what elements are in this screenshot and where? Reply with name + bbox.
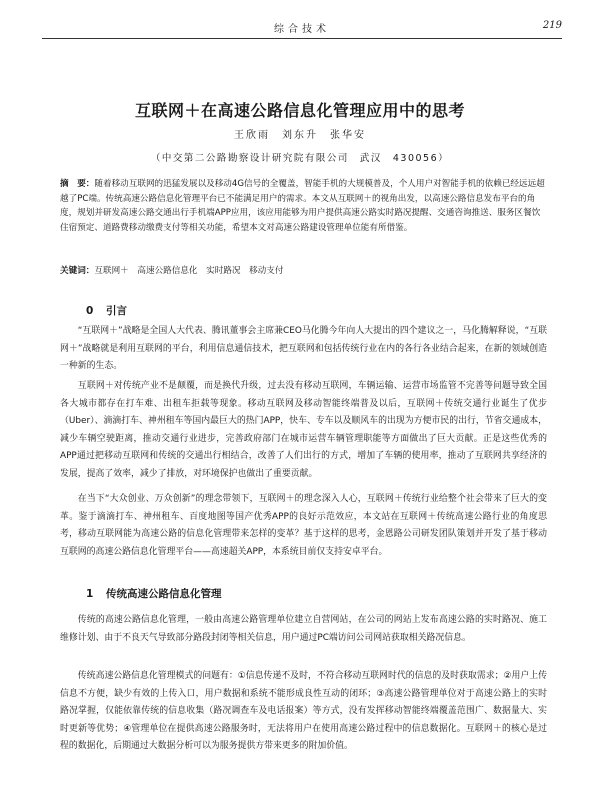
abstract bbox=[60, 177, 545, 235]
section-title: 传统高速公路信息化管理 bbox=[106, 588, 222, 600]
section-title: 引言 bbox=[106, 305, 127, 317]
article-authors: 王欣雨 刘东升 张华安 bbox=[234, 130, 366, 141]
keywords bbox=[60, 264, 545, 279]
section-heading-intro bbox=[86, 303, 127, 318]
section-number: 1 bbox=[86, 588, 94, 600]
header-section-name: 综合技术 bbox=[274, 24, 330, 35]
paragraph: 在当下“大众创业、万众创新”的理念带领下，互联网＋的理念深入人心，互联网＋传统行业给整个社会带来了巨大的变革。鉴于滴滴打车、神州租车、百度地图等国产优秀APP的良好示范效应，本文站在互联网＋传统高速公路行业的角度思考，移动互联网能为高速公路的信息化管理带来怎样的变革？基于这样的思考，金恩路公司研发团队策划并开发了基于移动互联网的高速公路信息化管理平台——高速超关APP，本系统目前仅支持安卓平台。 bbox=[60, 494, 547, 557]
keywords-text: 互联网＋ 高速公路信息化 实时路况 移动支付 bbox=[94, 266, 284, 276]
section-number: 0 bbox=[86, 305, 94, 317]
keywords-label: 关键词： bbox=[60, 266, 95, 276]
article-title: 互联网＋在高速公路信息化管理应用中的思考 bbox=[134, 101, 465, 120]
running-header bbox=[42, 20, 562, 39]
abstract-label: 摘 要： bbox=[60, 179, 95, 189]
abstract-text: 随着移动互联网的迅猛发展以及移动4G信号的全覆盖，智能手机的大规模普及，个人用户对智能手机的依赖已经远远超越了PC端。传统高速公路信息化管理平台已不能满足用户的需求。本文从互联网＋的视角出发，以高速公路信息发布平台的角度，规划并研发高速公路交通出行手机端APP应用，该应用能够为用户提供高速公路实时路况提醒、交通咨询推送、服务区餐饮住宿预定、道路费移动缴费支付等相关功能，希望本文对高速公路建设管理单位能有所借鉴。 bbox=[60, 179, 545, 233]
paragraph: 传统的高速公路信息化管理，一般由高速公路管理单位建立自营网站，在公司的网站上发布高速公路的实时路况、施工维修计划、由于不良天气导致部分路段封闭等相关信息，用户通过PC端访问公司网站获取相关路况信息。 bbox=[60, 615, 547, 643]
header-page-number: 219 bbox=[542, 20, 562, 31]
paragraph: 传统高速公路信息化管理模式的问题有：①信息传递不及时，不符合移动互联网时代的信息的及时获取需求；②用户上传信息不方便，缺少有效的上传入口，用户数据和系统不能形成良性互动的闭环；③高速公路管理单位对于高速公路上的实时路况掌握，仅能依靠传统的信息收集（路况调查车及电话报案）等方式，没有发挥移动智能终端覆盖范围广、数据量大、实时更新等优势；④管理单位在提供高速公路服务时，无法将用户在使用高速公路过程中的信息数据化。互联网＋的核心是过程的数据化，后期通过大数据分析可以为服务提供方带来更多的附加价值。 bbox=[60, 671, 547, 752]
section-heading-traditional-management bbox=[86, 586, 222, 601]
article-affiliation: （中交第二公路勘察设计研究院有限公司 武汉 430056） bbox=[150, 153, 450, 164]
paragraph: “互联网＋”战略是全国人大代表、腾讯董事会主席兼CEO马化腾今年向人大提出的四个建议之一，马化腾解释说，“互联网＋”战略就是利用互联网的平台，利用信息通信技术，把互联网和包括传统行业在内的各行各业结合起来，在新的领域创造一种新的生态。 bbox=[60, 326, 547, 372]
paragraph: 互联网＋对传统产业不是颠覆，而是换代升级，过去没有移动互联网，车辆运输、运营市场监管不完善等问题导致全国各大城市都存在打车难、出租车拒载等现象。移动互联网及移动智能终端普及以后，互联网＋传统交通行业诞生了优步（Uber）、滴滴打车、神州租车等国内最巨大的热门APP，快车、专车以及顺风车的出现为方便市民的出行，节省交通成本，减少车辆空驶距离，推动交通行业进步，完善政府部门在城市运营车辆管理职能等方面做出了巨大贡献。正是这些优秀的APP通过把移动互联网和传统的交通出行相结合，改善了人们出行的方式，增加了车辆的使用率，推动了互联网共享经济的发展，提高了效率，减少了排放，对环境保护也做出了重要贡献。 bbox=[60, 381, 547, 479]
